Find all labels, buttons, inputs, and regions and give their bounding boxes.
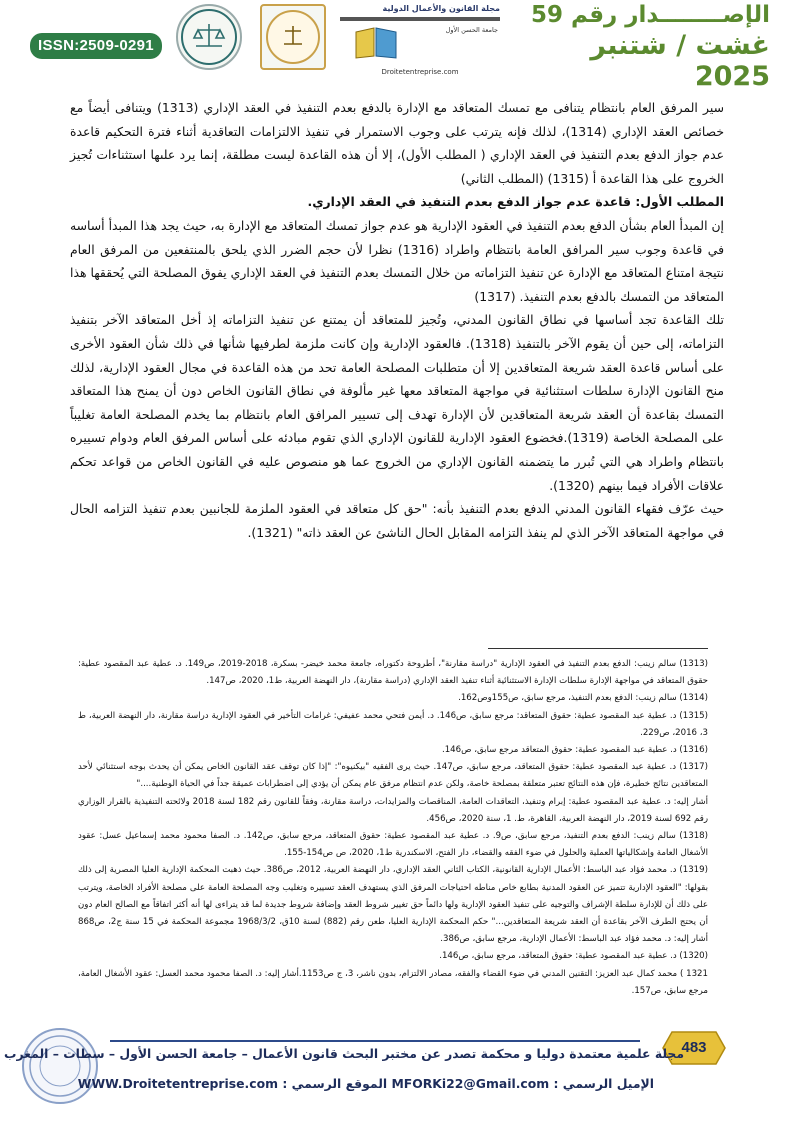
journal-bar bbox=[340, 17, 500, 21]
page-header bbox=[0, 0, 794, 92]
footnote: (1318) سالم زينب: الدفع بعدم التنفيذ، مرجع سابق، ص9. د. عطية عبد المقصود عطية: حقوق المتعاقد، مرجع سابق، ص142. د. الصفا محمود محمد إسماعيل عسل: عقود الأشغال العامة وإشكالياتها العملية والحلول في ضوء الفقه والقضاء، دار الفتح، الاسكندرية ط1، 2020، ص ص154-155. bbox=[78, 831, 709, 859]
footnote: (1320) د. عطية عبد المقصود عطية: حقوق المتعاقد، مرجع سابق، ص146. bbox=[439, 951, 708, 962]
footnote: أشار إليه: د. عطية عبد المقصود عطية: إبرام وتنفيذ، التعاقدات العامة، المناقصات والمزايدات، دراسة مقارنة، وفقاً للقانون رقم 182 لسنة 2018 ولائحته التنفيذية بالقرار الوزاري رقم 692 لسنة 2019، دار النهضة العربية، القاهرة، ط. 1، سنة 2020، ص456. bbox=[78, 796, 708, 824]
journal-university: جامعة الحسن الأول bbox=[445, 26, 498, 34]
footnote: (1316) د. عطية عبد المقصود عطية: حقوق المتعاقد مرجع سابق، ص146. bbox=[441, 745, 708, 756]
footnote: (1315) د. عطية عبد المقصود عطية: حقوق المتعاقد: مرجع سابق، ص146. د. أيمن فتحي محمد عفيفي: غرامات التأخير في العقود الإدارية دراسة مقارنة، دار النهضة العربية، ط 3، 2016، ص229. bbox=[78, 710, 708, 738]
paragraph: إن المبدأ العام بشأن الدفع بعدم التنفيذ في العقود الإدارية هو عدم جواز تمسك المتعاقد مع الإدارة به، حيث يجد هذا المبدأ أساسه في قاعدة وجوب سير المرافق العامة بانتظام واطراد (1316) نظرا لأن حجم الضرر الذي يلحق بالمنتفعين من المرفق العام نتيجة امتناع المتعاقد مع الإدارة عن تنفيذ التزاماته من خلال التمسك بعدم التنفيذ في العقد الإداري يفوق المصلحة التي يُحققها هذا المتعاقد من التمسك بالدفع بعدم التنفيذ. (1317) bbox=[70, 217, 724, 304]
page-footer bbox=[0, 1010, 794, 1123]
footnote-divider bbox=[488, 648, 708, 649]
page-number: 483 bbox=[681, 1039, 707, 1056]
book-icon bbox=[354, 24, 398, 60]
journal-url: Droitetentreprise.com bbox=[381, 68, 459, 76]
footer-divider bbox=[110, 1040, 640, 1042]
paragraph: حيث عرّف فقهاء القانون المدني الدفع بعدم التنفيذ بأنه: "حق كل متعاقد في العقود الملزمة للجانبين بعدم تنفيذ التزامه الحال في مواجهة المتعاقد الآخر الذي لم ينفذ التزامه المقابل الحال الناشئ عن العقد ذاته" (1321). bbox=[70, 501, 724, 540]
journal-title: مجلة القانون والأعمال الدولية bbox=[382, 4, 500, 13]
paragraph: تلك القاعدة تجد أساسها في نطاق القانون المدني، وتُجيز للمتعاقد أن يمتنع عن تنفيذ التزاماته إذ أخل المتعاقد الآخر بتنفيذ التزاماته، إلى حين أن يقوم الآخر بالتنفيذ (1318). فالعقود الإدارية وإن كانت ملزمة لطرفيها شأنها في ذلك شأن العقود الأخرى على أساس قاعدة العقد شريعة المتعاقدين إلا أن متطلبات المصلحة العامة تحد من هذه القاعدة في مجال العقود الإدارية، لذلك منح القانون الإدارة سلطات استثنائية في مواجهة المتعاقد معها غير مألوفة في نطاق القانون الخاص دون أن يمنح هذا المتعاقد التمسك بقاعدة أن العقد شريعة المتعاقدين لأن الإدارة تهدف إلى تسيير المرافق العام بانتظام بما يخدم المصلحة العامة تغليباً على المصلحة الخاصة (1319).فخضوع العقود الإدارية للقانون الإداري الذي تقوم مبادئه على أساس المرفق العام ودوام تسييره بانتظام واطراد هي التي تُبرر ما يتضمنه القانون الإداري من الخروج عما هو منصوص عليه في القانون الخاص من قواعد تحكم علاقات الأفراد فيما بينهم (1320). bbox=[70, 312, 725, 493]
article-body bbox=[70, 96, 724, 544]
issue-date: غشت / شتنبر 2025 bbox=[590, 30, 770, 92]
issn-badge: ISSN:2509-0291 bbox=[30, 33, 162, 59]
lab-logo bbox=[176, 4, 242, 70]
footnote: (1317) د. عطية عبد المقصود عطية: حقوق المتعاقد، مرجع سابق، ص147. حيث يرى الفقيه "بيكنيوه": "إذا كان توقف عقد القانون الخاص يمكن أن يحدث بوجه استثنائي لأحد المتعاقدين نتائج خطيرة، فإن هذه النتائج تعتبر متعلقة بمصلحة خاصة، ولكن عدم انتظام مرفق عام يمكن أن يؤدي إلى اضطرابات عميقة جداً في الحياة الوطنية...." bbox=[78, 762, 708, 790]
editor-seal bbox=[22, 1028, 98, 1104]
footnote: 1321 ) محمد كمال عبد العزيز: التقنين المدني في ضوء القضاء والفقه، مصادر الالتزام، بدون ناشر، 3، ج ص1153.أشار إليه: د. الصفا محمود محمد العسل: عقود الأشغال العامة، مرجع سابق، ص157. bbox=[78, 968, 708, 996]
footnote: (1314) سالم زينب: الدفع بعدم التنفيذ، مرجع سابق، ص155وص162. bbox=[458, 693, 708, 704]
footer-contact-line: الإميل الرسمي : MFORKi22@Gmail.com الموقع الرسمي : WWW.Droitetentreprise.com bbox=[77, 1076, 654, 1091]
footnote: (1319) د. محمد فؤاد عبد الباسط: الأعمال الإدارية القانونية، الكتاب الثاني العقد الإداري، دار النهضة العربية، 2012، ص386. حيث ذهبت المحكمة الإدارية العليا المصرية إلى ذلك بقولها: "العقود الإدارية تتميز عن العقود المدنية بطابع خاص مناطه احتياجات المرفق الذي يستهدف العقد تسييره وتغليب وجه المصلحة العامة على مصلحة الأفراد الخاصة، ويترتب على ذلك أن للإدارة سلطة الإشراف والتوجيه على تنفيذ العقود الإدارية ولها دائماً حق تغيير شروط العقد وإضافة شروط جديدة لما قد يتراءى لها أنه أكثر اتفاقاً مع الصالح العام دون أن يحتج الطرف الآخر بقاعدة أن العقد شريعة المتعاقدين..." حكم المحكمة الإدارية العليا، طعن رقم (882) لسنة 10ق، 1968/3/2 مجموعة المحكمة في 15 سنة ج2، ص868 أشار إليه: د. محمد فؤاد عبد الباسط: الأعمال الإدارية، مرجع سابق، ص386. bbox=[78, 865, 708, 945]
issue-label: الإصــــــــدار رقم 59 bbox=[530, 2, 770, 28]
journal-title-block bbox=[340, 4, 500, 76]
footer-journal-line: مجلة علمية معتمدة دوليا و محكمة تصدر عن مختبر البحث قانون الأعمال – جامعة الحسن الأول – سطات – المغرب bbox=[4, 1046, 684, 1061]
footnote: (1313) سالم زينب: الدفع بعدم التنفيذ في العقود الإدارية "دراسة مقارنة"، أطروحة دكتوراه، جامعة محمد خيضر- بسكرة، 2018-2019، ص149. د. عطية عبد المقصود عطية: حقوق المتعاقد في مواجهة الإدارة سلطات الإدارة الاستثنائية أثناء تنفيذ العقد الإداري (دراسة مقارنة)، دار النهضة العربية، ط1، 2020، ص147. bbox=[78, 659, 708, 687]
section-heading: المطلب الأول: قاعدة عدم جواز الدفع بعدم التنفيذ في العقد الإداري. bbox=[307, 194, 724, 210]
paragraph: سير المرفق العام بانتظام يتنافى مع تمسك المتعاقد مع الإدارة بالدفع بعدم التنفيذ في العقد الإداري (1313) ويتنافى أيضاً مع خصائص العقد الإداري (1314)، لذلك فإنه يترتب على وجوب الاستمرار في تنفيذ الالتزامات التعاقدية أثناء فترة التحكيم قاعدة عدم جواز الدفع بعدم التنفيذ في العقد الإداري ( المطلب الأول)، إلا أن هذه القاعدة ليست مطلقة، إنما يرد علىها استثناءات تُجيز الخروج على هذا القاعدة أ (1315) (المطلب الثاني) bbox=[70, 100, 725, 186]
journal-seal-logo bbox=[260, 4, 326, 70]
footnotes bbox=[78, 656, 708, 1000]
issue-block bbox=[518, 2, 770, 92]
